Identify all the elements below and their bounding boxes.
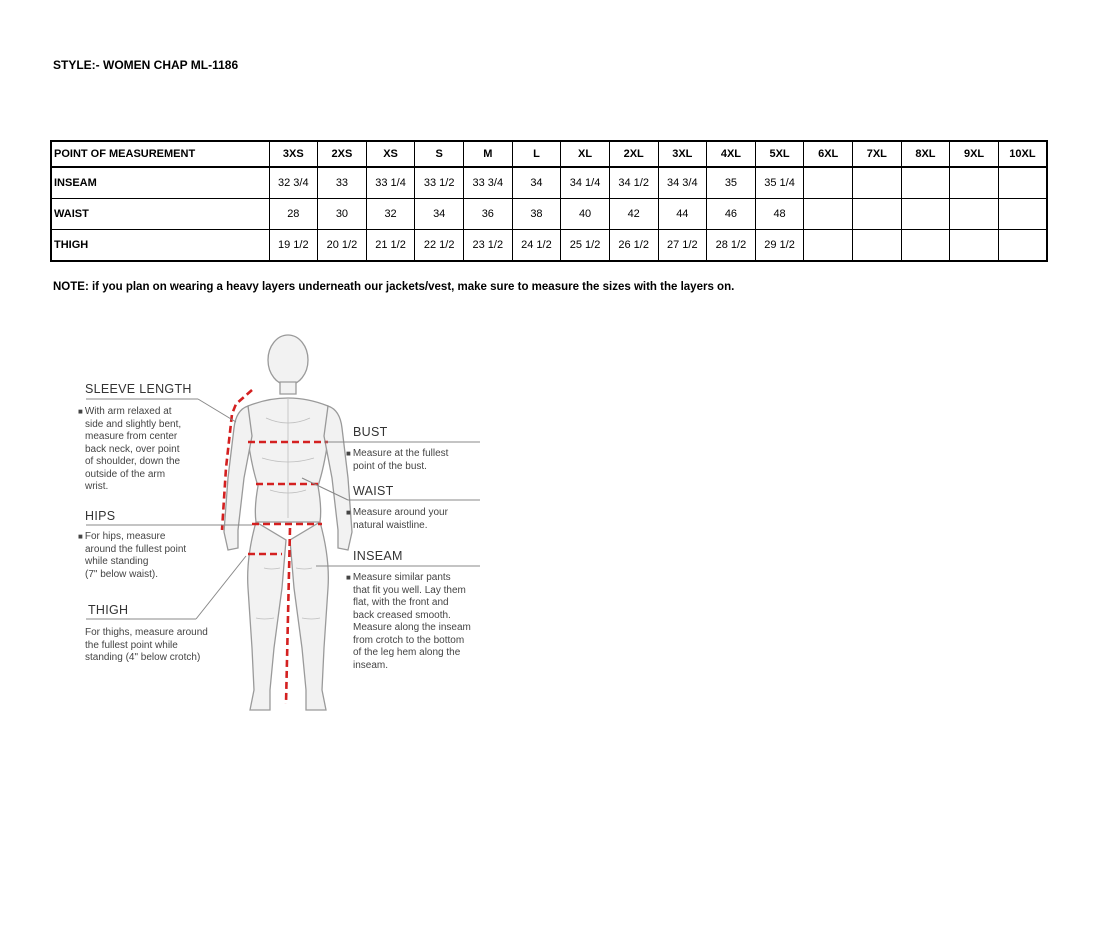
style-title: STYLE:- WOMEN CHAP ML-1186 <box>53 58 239 72</box>
size-header-s: S <box>415 141 464 167</box>
table-row-waist <box>51 199 1047 230</box>
measurement-cell <box>804 230 853 262</box>
measurement-cell: 23 1/2 <box>464 230 513 262</box>
measurement-cell <box>901 167 950 199</box>
measurement-cell: 28 1/2 <box>707 230 756 262</box>
right-leg-shape <box>290 522 328 710</box>
measurement-cell: 30 <box>318 199 367 230</box>
measurement-cell: 34 <box>512 167 561 199</box>
table-row-inseam <box>51 167 1047 199</box>
size-header-3xl: 3XL <box>658 141 707 167</box>
sleeve-length-description: ■ With arm relaxed at side and slightly bent, measure from center back neck, over point of shoulder, down the outside of the arm wrist. <box>78 406 182 492</box>
measurement-cell: 34 1/2 <box>609 167 658 199</box>
size-header-10xl: 10XL <box>998 141 1047 167</box>
left-leg-shape <box>248 522 286 710</box>
size-header-m: M <box>464 141 513 167</box>
head-shape <box>268 335 308 385</box>
size-header-xs: XS <box>366 141 415 167</box>
measurement-guide-figure <box>66 318 508 718</box>
measurement-cell: 44 <box>658 199 707 230</box>
size-header-2xl: 2XL <box>609 141 658 167</box>
size-header-4xl: 4XL <box>707 141 756 167</box>
inseam-marker <box>286 528 290 704</box>
measurement-cell: 26 1/2 <box>609 230 658 262</box>
inseam-description: ■ Measure similar pants that fit you well. Lay them flat, with the front and back creased smooth. Measure along the inseam from crotch to the bottom of the leg hem along the inseam. <box>346 572 471 671</box>
measurement-cell <box>950 230 999 262</box>
size-header-3xs: 3XS <box>269 141 318 167</box>
measurement-cell: 36 <box>464 199 513 230</box>
left-arm-shape <box>224 406 252 550</box>
measurement-cell: 46 <box>707 199 756 230</box>
sleeve-length-title: SLEEVE LENGTH <box>85 382 192 396</box>
measurement-cell: 34 <box>415 199 464 230</box>
measurement-cell: 34 3/4 <box>658 167 707 199</box>
measurement-cell <box>998 199 1047 230</box>
measurement-cell: 19 1/2 <box>269 230 318 262</box>
measurement-cell: 38 <box>512 199 561 230</box>
row-label: INSEAM <box>51 167 269 199</box>
measurement-cell: 34 1/4 <box>561 167 610 199</box>
measurement-cell: 32 3/4 <box>269 167 318 199</box>
size-header-9xl: 9XL <box>950 141 999 167</box>
size-header-8xl: 8XL <box>901 141 950 167</box>
layering-note: NOTE: if you plan on wearing a heavy layers underneath our jackets/vest, make sure to measure the sizes with the layers on. <box>53 281 735 293</box>
size-chart-table <box>50 140 1048 262</box>
measurement-cell <box>853 199 902 230</box>
measurement-cell: 33 1/2 <box>415 167 464 199</box>
neck-shape <box>280 382 296 394</box>
measurement-cell: 25 1/2 <box>561 230 610 262</box>
size-header-7xl: 7XL <box>853 141 902 167</box>
measurement-cell <box>950 199 999 230</box>
measurement-cell <box>950 167 999 199</box>
measurement-cell: 29 1/2 <box>755 230 804 262</box>
size-header-2xs: 2XS <box>318 141 367 167</box>
hips-title: HIPS <box>85 509 116 523</box>
measurement-cell: 24 1/2 <box>512 230 561 262</box>
measurement-cell: 27 1/2 <box>658 230 707 262</box>
thigh-description: For thighs, measure around the fullest point while standing (4" below crotch) <box>85 627 208 663</box>
measurement-cell <box>998 230 1047 262</box>
measurement-cell: 42 <box>609 199 658 230</box>
measurement-cell: 35 <box>707 167 756 199</box>
measurement-cell: 33 1/4 <box>366 167 415 199</box>
row-label: THIGH <box>51 230 269 262</box>
measurement-cell: 35 1/4 <box>755 167 804 199</box>
measurement-cell: 40 <box>561 199 610 230</box>
measurement-cell <box>804 167 853 199</box>
hips-description: ■ For hips, measure around the fullest point while standing (7" below waist). <box>78 531 187 580</box>
waist-description: ■ Measure around your natural waistline. <box>346 507 448 531</box>
measurement-cell <box>901 199 950 230</box>
measurement-cell <box>804 199 853 230</box>
bust-title: BUST <box>353 425 388 439</box>
size-header-6xl: 6XL <box>804 141 853 167</box>
table-row-thigh <box>51 230 1047 262</box>
header-point-of-measurement: POINT OF MEASUREMENT <box>51 141 269 167</box>
size-header-xl: XL <box>561 141 610 167</box>
measurement-cell: 32 <box>366 199 415 230</box>
measurement-cell <box>853 167 902 199</box>
measurement-cell: 48 <box>755 199 804 230</box>
row-label: WAIST <box>51 199 269 230</box>
measurement-cell <box>901 230 950 262</box>
measurement-cell: 28 <box>269 199 318 230</box>
table-header-row <box>51 141 1047 167</box>
bust-description: ■ Measure at the fullest point of the bust. <box>346 448 449 472</box>
measurement-cell: 22 1/2 <box>415 230 464 262</box>
waist-title: WAIST <box>353 484 394 498</box>
measurement-cell: 20 1/2 <box>318 230 367 262</box>
thigh-title: THIGH <box>88 603 129 617</box>
measurement-cell <box>853 230 902 262</box>
size-header-l: L <box>512 141 561 167</box>
measurement-cell: 33 3/4 <box>464 167 513 199</box>
measurement-cell: 33 <box>318 167 367 199</box>
measurement-cell: 21 1/2 <box>366 230 415 262</box>
measurement-cell <box>998 167 1047 199</box>
size-header-5xl: 5XL <box>755 141 804 167</box>
inseam-title: INSEAM <box>353 549 403 563</box>
